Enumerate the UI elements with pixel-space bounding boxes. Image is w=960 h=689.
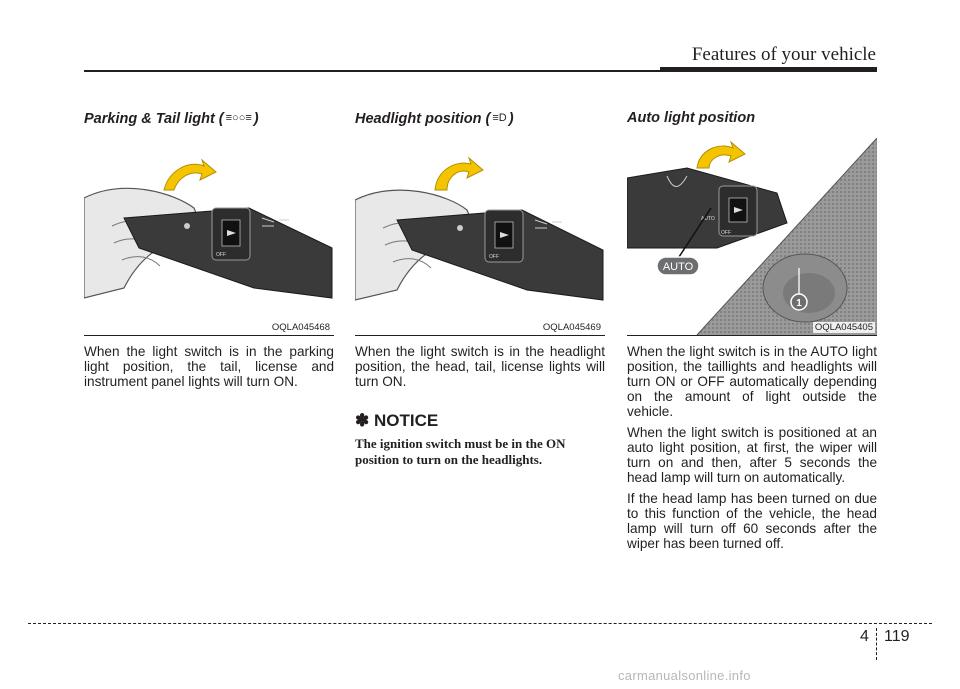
parking-light-icon: ≡○○≡ xyxy=(225,112,252,124)
body-paragraph: When the light switch is in the AUTO light position, the taillights and headlights will turn ON or OFF automatically depending on the amount of light outside the vehicle. xyxy=(627,344,877,419)
light-switch-illustration xyxy=(84,138,334,335)
auto-light-illustration xyxy=(627,138,877,335)
section-title: Parking & Tail light ( ≡○○≡ ) xyxy=(84,108,334,138)
page-header-title: Features of your vehicle xyxy=(691,44,876,65)
section-title: Headlight position ( ≡D ) xyxy=(355,108,605,138)
section-parking-tail-light xyxy=(84,108,334,389)
figure-headlight-switch xyxy=(355,138,605,335)
figure-auto-light-switch xyxy=(627,138,877,335)
off-label: OFF xyxy=(216,252,226,258)
page-number: 119 xyxy=(884,628,910,645)
header-rule-accent xyxy=(660,67,877,72)
chapter-number: 4 xyxy=(860,628,869,645)
footer-page-divider xyxy=(876,628,877,660)
body-paragraph: When the light switch is in the parking light position, the tail, license and instrument panel lights will turn ON. xyxy=(84,344,334,389)
figure-parking-light-switch xyxy=(84,138,334,335)
footer-divider xyxy=(28,623,932,624)
body-paragraph: When the light switch is positioned at an auto light position, at first, the wiper will turn on and then, after 5 seconds the head lamp will turn on automatically. xyxy=(627,425,877,485)
off-label: OFF xyxy=(489,254,499,260)
section-auto-light-position xyxy=(627,108,877,551)
notice-text: The ignition switch must be in the ON position to turn on the headlights. xyxy=(355,436,566,467)
sensor-callout-number: 1 xyxy=(796,298,802,309)
section-headlight-position xyxy=(355,108,605,468)
headlight-icon: ≡D xyxy=(492,112,507,124)
auto-callout: AUTO xyxy=(662,261,694,273)
off-label: OFF xyxy=(721,230,731,236)
figure-code: OQLA045469 xyxy=(542,322,601,333)
body-paragraph: When the light switch is in the headlight position, the head, tail, license lights will turn ON. xyxy=(355,344,605,389)
figure-rule xyxy=(627,335,877,336)
figure-rule xyxy=(355,335,605,336)
body-paragraph: If the head lamp has been turned on due to this function of the vehicle, the head lamp will turn off 60 seconds after the wiper has been turned off. xyxy=(627,491,877,551)
figure-code: OQLA045405 xyxy=(814,322,873,333)
watermark: carmanualsonline.info xyxy=(618,668,751,683)
notice-title: ✽ NOTICE xyxy=(355,411,439,430)
light-switch-illustration xyxy=(355,138,605,335)
auto-switch-label: AUTO xyxy=(701,216,715,222)
figure-rule xyxy=(84,335,334,336)
section-title: Auto light position xyxy=(627,110,756,126)
figure-code: OQLA045468 xyxy=(271,322,330,333)
